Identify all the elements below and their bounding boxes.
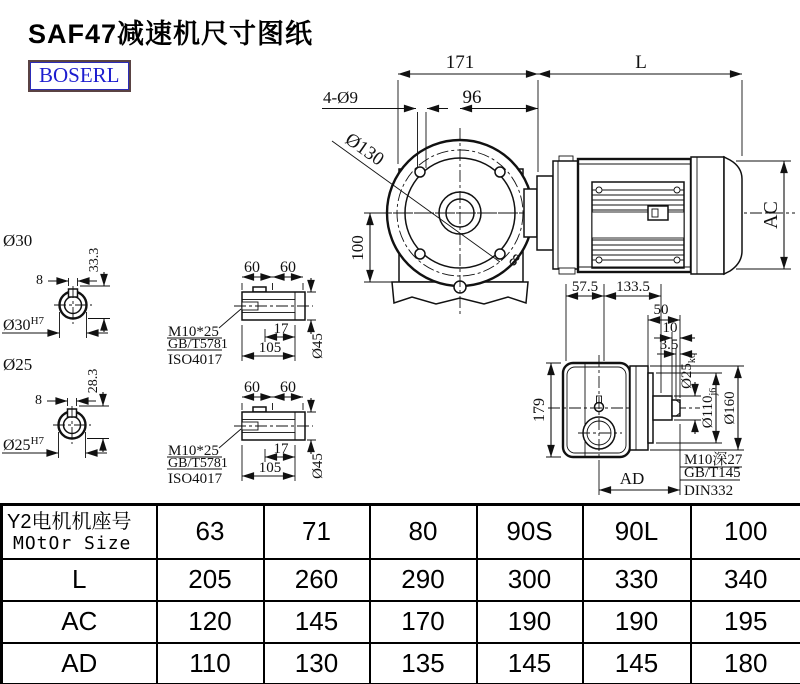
dim-3-5: 3.5 <box>659 337 679 353</box>
shaft2-dim60b: 60 <box>280 379 296 396</box>
table-row-L <box>2 559 800 601</box>
bore-detail-25 <box>2 355 109 458</box>
shaft-detail-top <box>167 259 326 368</box>
dim-96: 96 <box>462 87 482 108</box>
cell-AD-90L: 145 <box>583 643 691 684</box>
shaft1-dia: Ø45 <box>310 333 326 359</box>
cell-L-63: 205 <box>157 559 264 601</box>
bore30-fit-label: $Ø30^{H7}$ <box>3 315 45 334</box>
bore25-key-height: 28.3 <box>86 368 101 394</box>
shaft2-dim105: 105 <box>258 460 282 476</box>
shaft2-dim17: 17 <box>273 441 289 457</box>
header-en: MOtOr Size <box>13 532 132 554</box>
row-label-AC: AC <box>2 601 157 643</box>
bore30-label: Ø30 <box>3 231 33 250</box>
shaft1-std1: GB/T5781 <box>168 337 228 352</box>
dim-L: L <box>635 52 647 73</box>
cell-AD-71: 130 <box>264 643 370 684</box>
cell-L-90L: 330 <box>583 559 691 601</box>
dim-AD: AD <box>619 469 645 488</box>
table-row-AC <box>2 601 800 643</box>
dim-10: 10 <box>662 320 678 336</box>
brand-logo: BOSERL <box>28 60 131 92</box>
tap-std2-label: DIN332 <box>684 483 734 499</box>
cell-L-80: 290 <box>370 559 477 601</box>
cell-AC-80: 170 <box>370 601 477 643</box>
size-col-90S: 90S <box>477 505 583 559</box>
bore25-key-width: 8 <box>35 393 42 408</box>
dim-179: 179 <box>531 398 548 422</box>
shaft1-dim60b: 60 <box>280 259 296 276</box>
table-row-AD <box>2 643 800 684</box>
size-col-71: 71 <box>264 505 370 559</box>
shaft1-dim105: 105 <box>258 340 282 356</box>
bolt-holes-label: 4-Ø9 <box>323 88 358 107</box>
dim-57-5: 57.5 <box>571 279 599 295</box>
spigot-dia-label: $Ø110_{j6}$ <box>700 387 719 429</box>
shaft2-std2: ISO4017 <box>168 471 223 487</box>
cell-AC-100: 195 <box>691 601 800 643</box>
cell-AD-90S: 145 <box>477 643 583 684</box>
size-col-63: 63 <box>157 505 264 559</box>
cell-L-90S: 300 <box>477 559 583 601</box>
shaft1-std2: ISO4017 <box>168 352 223 368</box>
fan-cowl <box>691 157 724 274</box>
cell-AD-63: 110 <box>157 643 264 684</box>
side-view-drawing <box>531 279 744 499</box>
dim-50: 50 <box>653 302 669 318</box>
header-cn: Y2电机机座号 <box>7 510 132 533</box>
dim-AC: AC <box>760 201 782 229</box>
cell-AD-80: 135 <box>370 643 477 684</box>
bore30-key-width: 8 <box>36 273 43 288</box>
size-col-80: 80 <box>370 505 477 559</box>
row-label-L: L <box>2 559 157 601</box>
dim-100: 100 <box>348 235 367 261</box>
row-label-AD: AD <box>2 643 157 684</box>
size-col-100: 100 <box>691 505 800 559</box>
shaft1-dim17: 17 <box>273 321 289 337</box>
bore25-label: Ø25 <box>3 355 33 374</box>
cell-AC-63: 120 <box>157 601 264 643</box>
flange-od-label: Ø160 <box>722 391 738 425</box>
shaft2-dim60a: 60 <box>244 379 260 396</box>
shaft2-dia: Ø45 <box>310 453 326 479</box>
cell-L-71: 260 <box>264 559 370 601</box>
shaft2-std1: GB/T5781 <box>168 456 228 471</box>
page-title: SAF47减速机尺寸图纸 <box>28 19 314 49</box>
bore-detail-30 <box>2 231 110 338</box>
cell-AC-90L: 190 <box>583 601 691 643</box>
tap-std1-label: GB/T145 <box>684 465 741 481</box>
shaft-dia-label: $Ø25_{k6}$ <box>679 353 698 389</box>
size-col-90L: 90L <box>583 505 691 559</box>
flange-diameter-label: Ø130 <box>341 128 388 171</box>
size-table-wrap <box>0 503 800 684</box>
cell-AC-71: 145 <box>264 601 370 643</box>
dim-171: 171 <box>445 52 475 73</box>
shaft1-screw: M10*25 <box>168 324 219 340</box>
cell-AC-90S: 190 <box>477 601 583 643</box>
shaft1-dim60a: 60 <box>244 259 260 276</box>
shaft2-screw: M10*25 <box>168 443 219 459</box>
key-width-label: 8 <box>505 249 524 271</box>
header-motor-size <box>2 505 157 559</box>
cell-L-100: 340 <box>691 559 800 601</box>
table-header-row <box>2 505 800 559</box>
dim-133-5: 133.5 <box>616 279 650 295</box>
shaft-detail-bottom <box>167 379 326 487</box>
motor-size-table <box>0 503 800 684</box>
front-view-drawing <box>332 128 543 315</box>
tap-label: M10深27 <box>684 452 743 468</box>
cell-AD-100: 180 <box>691 643 800 684</box>
bore30-key-height: 33.3 <box>87 247 102 273</box>
bore25-fit-label: $Ø25^{H7}$ <box>3 435 45 454</box>
